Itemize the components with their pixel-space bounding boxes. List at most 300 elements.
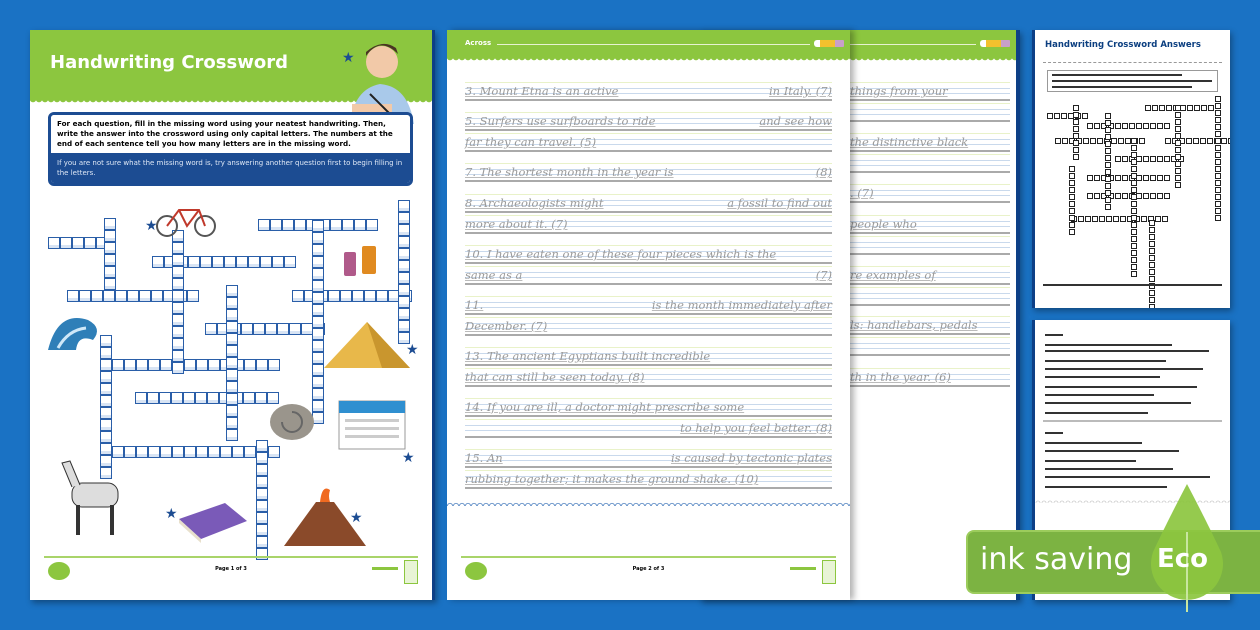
answer-line <box>1045 450 1179 452</box>
answer-cell <box>1105 183 1111 189</box>
answer-cell <box>1150 175 1156 181</box>
crossword-cell[interactable] <box>265 323 277 335</box>
crossword-cell[interactable] <box>195 392 207 404</box>
crossword-cell[interactable] <box>312 244 324 256</box>
crossword-cell[interactable] <box>256 488 268 500</box>
page-header <box>447 30 850 58</box>
answer-cell <box>1215 208 1221 214</box>
answer-cell <box>1061 113 1067 119</box>
answer-cell <box>1131 166 1137 172</box>
crossword-cell[interactable] <box>226 417 238 429</box>
answer-cell <box>1105 197 1111 203</box>
crossword-cell[interactable] <box>226 429 238 441</box>
crossword-cell[interactable] <box>241 323 253 335</box>
crossword-cell[interactable] <box>258 219 270 231</box>
crossword-cell[interactable] <box>312 292 324 304</box>
answer-cell <box>1131 236 1137 242</box>
crossword-cell[interactable] <box>256 524 268 536</box>
crossword-cell[interactable] <box>139 290 151 302</box>
crossword-cell[interactable] <box>398 296 410 308</box>
crossword-cell[interactable] <box>256 476 268 488</box>
page-number: Page 2 of 3 <box>632 566 665 572</box>
answer-cell <box>1150 123 1156 129</box>
writing-line <box>850 234 1010 255</box>
answer-cell <box>1175 119 1181 125</box>
answer-cell <box>1131 222 1137 228</box>
crossword-cell[interactable] <box>200 256 212 268</box>
crossword-cell[interactable] <box>256 512 268 524</box>
crossword-cell[interactable] <box>184 446 196 458</box>
clue-line[interactable] <box>465 468 832 489</box>
answer-cell <box>1162 216 1168 222</box>
clue-text: that can still be seen today. (8) <box>465 370 645 384</box>
crossword-cell[interactable] <box>172 314 184 326</box>
answer-cell <box>1062 138 1068 144</box>
crossword-cell[interactable] <box>100 431 112 443</box>
clue-text-end: and see how <box>759 114 832 128</box>
answer-cell <box>1073 133 1079 139</box>
crossword-cell[interactable] <box>226 369 238 381</box>
answer-cell <box>1131 201 1137 207</box>
clue-line[interactable] <box>465 192 832 213</box>
clue-text-end: is the month immediately after <box>651 298 832 312</box>
crossword-cell[interactable] <box>277 323 289 335</box>
crossword-cell[interactable] <box>312 376 324 388</box>
crossword-cell[interactable] <box>148 359 160 371</box>
answer-cell <box>1131 173 1137 179</box>
answer-cell <box>1157 123 1163 129</box>
answer-cell <box>1164 193 1170 199</box>
crossword-cell[interactable] <box>100 395 112 407</box>
answer-cell <box>1131 250 1137 256</box>
answer-cell <box>1069 229 1075 235</box>
crossword-cell[interactable] <box>172 242 184 254</box>
crossword-cell[interactable] <box>172 362 184 374</box>
answer-cell <box>1099 216 1105 222</box>
answer-cell <box>1228 138 1230 144</box>
answer-cell <box>1054 113 1060 119</box>
answer-cell <box>1200 138 1206 144</box>
crossword-cell[interactable] <box>220 446 232 458</box>
star-icon: ★ <box>402 450 415 466</box>
answer-cell <box>1187 105 1193 111</box>
crossword-cell[interactable] <box>172 446 184 458</box>
clue-line[interactable] <box>465 213 832 234</box>
crossword-cell[interactable] <box>312 388 324 400</box>
clue-text: people who <box>850 217 917 231</box>
crossword-cell[interactable] <box>48 237 60 249</box>
answer-cell <box>1215 117 1221 123</box>
answer-cell <box>1115 193 1121 199</box>
crossword-cell[interactable] <box>100 383 112 395</box>
answer-cell <box>1105 176 1111 182</box>
book-picture <box>175 495 250 545</box>
crossword-cell[interactable] <box>184 359 196 371</box>
crossword-cell[interactable] <box>244 359 256 371</box>
answer-cell <box>1215 173 1221 179</box>
crossword-cell[interactable] <box>152 256 164 268</box>
crossword-cell[interactable] <box>172 326 184 338</box>
answer-cell <box>1105 204 1111 210</box>
crossword-cell[interactable] <box>104 278 116 290</box>
crossword-cell[interactable] <box>160 446 172 458</box>
crossword-cell[interactable] <box>284 256 296 268</box>
crossword-cell[interactable] <box>183 392 195 404</box>
crossword-cell[interactable] <box>272 256 284 268</box>
crossword-cell[interactable] <box>244 446 256 458</box>
clue-line[interactable] <box>465 80 832 101</box>
answer-cell <box>1115 175 1121 181</box>
star-icon: ★ <box>350 510 363 526</box>
crossword-cell[interactable] <box>188 256 200 268</box>
answer-cell <box>1131 243 1137 249</box>
answer-cell <box>1105 134 1111 140</box>
crossword-cell[interactable] <box>236 256 248 268</box>
crossword-cell[interactable] <box>127 290 139 302</box>
crossword-cell[interactable] <box>226 393 238 405</box>
crossword-cell[interactable] <box>226 297 238 309</box>
crossword-cell[interactable] <box>171 392 183 404</box>
answer-cell <box>1152 105 1158 111</box>
crossword-cell[interactable] <box>103 290 115 302</box>
answer-line <box>1045 402 1191 404</box>
answer-cell <box>1149 220 1155 226</box>
clue-text: ls: handlebars, pedals <box>850 318 978 332</box>
answer-line <box>1045 350 1209 352</box>
clue-line[interactable] <box>465 161 832 182</box>
answer-cell <box>1085 216 1091 222</box>
crossword-cell[interactable] <box>207 392 219 404</box>
crossword-cell[interactable] <box>398 248 410 260</box>
answer-cell <box>1150 156 1156 162</box>
clue-text: 11. <box>465 298 484 312</box>
crossword-cell[interactable] <box>104 230 116 242</box>
crossword-cell[interactable] <box>148 446 160 458</box>
answer-cell <box>1131 180 1137 186</box>
clue-text: th in the year. (6) <box>850 370 951 384</box>
clue-text: the distinctive black <box>850 135 969 149</box>
wave-picture <box>48 310 103 355</box>
crossword-cell[interactable] <box>226 285 238 297</box>
crossword-cell[interactable] <box>100 371 112 383</box>
crossword-cell[interactable] <box>100 443 112 455</box>
answer-cell <box>1175 112 1181 118</box>
crossword-cell[interactable] <box>256 536 268 548</box>
answer-cell <box>1215 124 1221 130</box>
answer-line <box>1045 468 1173 470</box>
crossword-cell[interactable] <box>243 392 255 404</box>
answer-cell <box>1149 234 1155 240</box>
crossword-cell[interactable] <box>366 219 378 231</box>
crossword-cell[interactable] <box>340 290 352 302</box>
crossword-cell[interactable] <box>352 290 364 302</box>
medicine-bottles-picture <box>340 240 385 280</box>
crossword-cell[interactable] <box>268 359 280 371</box>
crossword-cell[interactable] <box>100 419 112 431</box>
boy-writing-illustration <box>330 34 420 124</box>
crossword-cell[interactable] <box>398 212 410 224</box>
answers-page <box>1032 30 1230 308</box>
clue-text: December. (7) <box>465 319 548 333</box>
clue-line[interactable] <box>465 110 832 131</box>
answer-cell <box>1131 145 1137 151</box>
clue-fragment <box>850 80 1010 101</box>
answer-cell <box>1073 119 1079 125</box>
answer-cell <box>1157 175 1163 181</box>
answer-cell <box>1149 241 1155 247</box>
crossword-cell[interactable] <box>112 359 124 371</box>
answers-title: Handwriting Crossword Answers <box>1045 40 1201 50</box>
crossword-cell[interactable] <box>226 309 238 321</box>
answer-cell <box>1215 159 1221 165</box>
answer-cell <box>1141 216 1147 222</box>
crossword-cell[interactable] <box>312 256 324 268</box>
answer-cell <box>1131 194 1137 200</box>
answer-cell <box>1207 138 1213 144</box>
crossword-cell[interactable] <box>115 290 127 302</box>
answer-line <box>1045 386 1197 388</box>
crossword-cell[interactable] <box>255 392 267 404</box>
answer-cell <box>1131 187 1137 193</box>
answer-cell <box>1069 173 1075 179</box>
tip-text: If you are not sure what the missing word is, try answering another question first to begin filling in the letters. <box>51 153 410 183</box>
crossword-cell[interactable] <box>253 323 265 335</box>
answer-cell <box>1149 262 1155 268</box>
page-number: Page 1 of 3 <box>215 566 247 572</box>
crossword-cell[interactable] <box>398 260 410 272</box>
answer-cell <box>1143 193 1149 199</box>
crossword-cell[interactable] <box>172 266 184 278</box>
crossword-cell[interactable] <box>147 392 159 404</box>
crossword-cell[interactable] <box>60 237 72 249</box>
answer-line <box>1045 394 1154 396</box>
crossword-cell[interactable] <box>312 304 324 316</box>
answer-cell <box>1159 105 1165 111</box>
crossword-cell[interactable] <box>282 219 294 231</box>
clue-line[interactable] <box>465 243 832 264</box>
crossword-cell[interactable] <box>187 290 199 302</box>
answer-cell <box>1139 138 1145 144</box>
answer-cell <box>1175 140 1181 146</box>
answer-cell <box>1129 123 1135 129</box>
writing-line <box>850 101 1010 122</box>
crossword-cell[interactable] <box>268 446 280 458</box>
clue-line[interactable] <box>465 396 832 417</box>
answer-cell <box>1069 215 1075 221</box>
clue-line[interactable] <box>465 345 832 366</box>
answer-cell <box>1145 105 1151 111</box>
crossword-cell[interactable] <box>212 256 224 268</box>
crossword-cell[interactable] <box>376 290 388 302</box>
clue-fragment <box>850 213 1010 234</box>
clue-line[interactable] <box>465 264 832 285</box>
star-icon: ★ <box>165 506 178 522</box>
answer-line <box>1045 360 1166 362</box>
worksheet-title: Handwriting Crossword <box>50 52 288 73</box>
crossword-cell[interactable] <box>79 290 91 302</box>
crossword-cell[interactable] <box>104 254 116 266</box>
crossword-cell[interactable] <box>172 290 184 302</box>
clue-text: . (7) <box>850 186 874 200</box>
answer-cell <box>1157 193 1163 199</box>
crossword-cell[interactable] <box>398 200 410 212</box>
clue-text: 14. If you are ill, a doctor might prescribe some <box>465 400 745 414</box>
crossword-cell[interactable] <box>72 237 84 249</box>
answer-cell <box>1215 215 1221 221</box>
answer-cell <box>1115 156 1121 162</box>
crossword-cell[interactable] <box>226 405 238 417</box>
crossword-cell[interactable] <box>248 256 260 268</box>
crossword-cell[interactable] <box>226 333 238 345</box>
crossword-cell[interactable] <box>104 218 116 230</box>
crossword-cell[interactable] <box>312 280 324 292</box>
answer-cell <box>1069 187 1075 193</box>
clue-line[interactable] <box>465 315 832 336</box>
crossword-cell[interactable] <box>260 256 272 268</box>
answer-cell <box>1175 182 1181 188</box>
crossword-cell[interactable] <box>104 242 116 254</box>
crossword-cell[interactable] <box>328 290 340 302</box>
answer-cell <box>1175 105 1181 111</box>
crossword-cell[interactable] <box>312 232 324 244</box>
answer-line <box>1045 460 1136 462</box>
crossword-cell[interactable] <box>226 321 238 333</box>
crossword-cell[interactable] <box>84 237 96 249</box>
crossword-cell[interactable] <box>312 268 324 280</box>
crossword-cell[interactable] <box>294 219 306 231</box>
clue-text-end: a fossil to find out <box>727 196 832 210</box>
page-footer <box>44 556 418 586</box>
answer-cell <box>1078 216 1084 222</box>
pyramid-picture <box>322 320 412 370</box>
clue-line[interactable] <box>465 131 832 152</box>
answer-cell <box>1105 155 1111 161</box>
clue-text: same as a <box>465 268 523 282</box>
answer-cell <box>1175 175 1181 181</box>
crossword-cell[interactable] <box>172 338 184 350</box>
clue-text: re examples of <box>850 268 936 282</box>
answer-cell <box>1120 216 1126 222</box>
crossword-worksheet-page <box>30 30 435 600</box>
crossword-cell[interactable] <box>196 446 208 458</box>
answer-cell <box>1215 166 1221 172</box>
clue-text: 7. The shortest month in the year is <box>465 165 674 179</box>
crossword-cell[interactable] <box>196 359 208 371</box>
crossword-cell[interactable] <box>398 272 410 284</box>
answer-cell <box>1073 147 1079 153</box>
crossword-cell[interactable] <box>289 323 301 335</box>
crossword-cell[interactable] <box>124 359 136 371</box>
crossword-cell[interactable] <box>135 392 147 404</box>
crossword-cell[interactable] <box>398 308 410 320</box>
answer-cell <box>1131 215 1137 221</box>
answer-cell <box>1215 187 1221 193</box>
crossword-cell[interactable] <box>172 302 184 314</box>
across-heading: Across <box>465 39 492 47</box>
answer-cell <box>1149 269 1155 275</box>
quality-badge <box>404 560 418 584</box>
answer-cell <box>1143 156 1149 162</box>
crossword-cell[interactable] <box>226 357 238 369</box>
answer-line <box>1045 368 1203 370</box>
answer-cell <box>1221 138 1227 144</box>
crossword-cell[interactable] <box>172 278 184 290</box>
crossword-cell[interactable] <box>312 220 324 232</box>
crossword-cell[interactable] <box>292 290 304 302</box>
crossword-cell[interactable] <box>67 290 79 302</box>
crossword-cell[interactable] <box>398 284 410 296</box>
crossword-cell[interactable] <box>159 392 171 404</box>
crossword-cell[interactable] <box>100 407 112 419</box>
crossword-cell[interactable] <box>256 500 268 512</box>
crossword-cell[interactable] <box>232 446 244 458</box>
crossword-cell[interactable] <box>342 219 354 231</box>
answer-cell <box>1215 194 1221 200</box>
answer-cell <box>1131 264 1137 270</box>
clue-line[interactable] <box>465 447 832 468</box>
answer-cell <box>1122 156 1128 162</box>
crossword-cell[interactable] <box>205 323 217 335</box>
crossword-cell[interactable] <box>151 290 163 302</box>
clue-text-end: in Italy. (7) <box>768 84 832 98</box>
crossword-cell[interactable] <box>226 345 238 357</box>
crossword-cell[interactable] <box>354 219 366 231</box>
crossword-cell[interactable] <box>364 290 376 302</box>
crossword-cell[interactable] <box>398 236 410 248</box>
clue-line[interactable] <box>465 417 832 438</box>
clue-text: 5. Surfers use surfboards to ride <box>465 114 656 128</box>
crossword-cell[interactable] <box>91 290 103 302</box>
clue-line[interactable] <box>465 294 832 315</box>
answer-cell <box>1175 168 1181 174</box>
crossword-cell[interactable] <box>270 219 282 231</box>
crossword-cell[interactable] <box>172 350 184 362</box>
star-icon: ★ <box>406 342 419 358</box>
clue-text: 3. Mount Etna is an active <box>465 84 619 98</box>
answer-cell <box>1131 208 1137 214</box>
clue-text: things from your <box>850 84 948 98</box>
crossword-cell[interactable] <box>104 266 116 278</box>
crossword-cell[interactable] <box>136 359 148 371</box>
answer-cell <box>1092 216 1098 222</box>
crossword-cell[interactable] <box>160 359 172 371</box>
crossword-cell[interactable] <box>172 254 184 266</box>
crossword-cell[interactable] <box>330 219 342 231</box>
crossword-cell[interactable] <box>256 359 268 371</box>
answer-cell <box>1055 138 1061 144</box>
crossword-cell[interactable] <box>100 359 112 371</box>
crossword-cell[interactable] <box>256 464 268 476</box>
answer-line <box>1045 334 1063 336</box>
answer-cell <box>1175 147 1181 153</box>
answer-cell <box>1215 103 1221 109</box>
answer-line <box>1045 376 1160 378</box>
clue-text: more about it. (7) <box>465 217 568 231</box>
crossword-cell[interactable] <box>224 256 236 268</box>
answer-cell <box>1083 138 1089 144</box>
crossword-cell[interactable] <box>226 381 238 393</box>
answer-cell <box>1193 138 1199 144</box>
crossword-cell[interactable] <box>256 452 268 464</box>
answer-cell <box>1073 154 1079 160</box>
clue-line[interactable] <box>465 366 832 387</box>
answer-cell <box>1164 175 1170 181</box>
crossword-cell[interactable] <box>208 446 220 458</box>
answer-cell <box>1131 229 1137 235</box>
crossword-cell[interactable] <box>208 359 220 371</box>
crossword-cell[interactable] <box>398 224 410 236</box>
answer-cell <box>1131 159 1137 165</box>
